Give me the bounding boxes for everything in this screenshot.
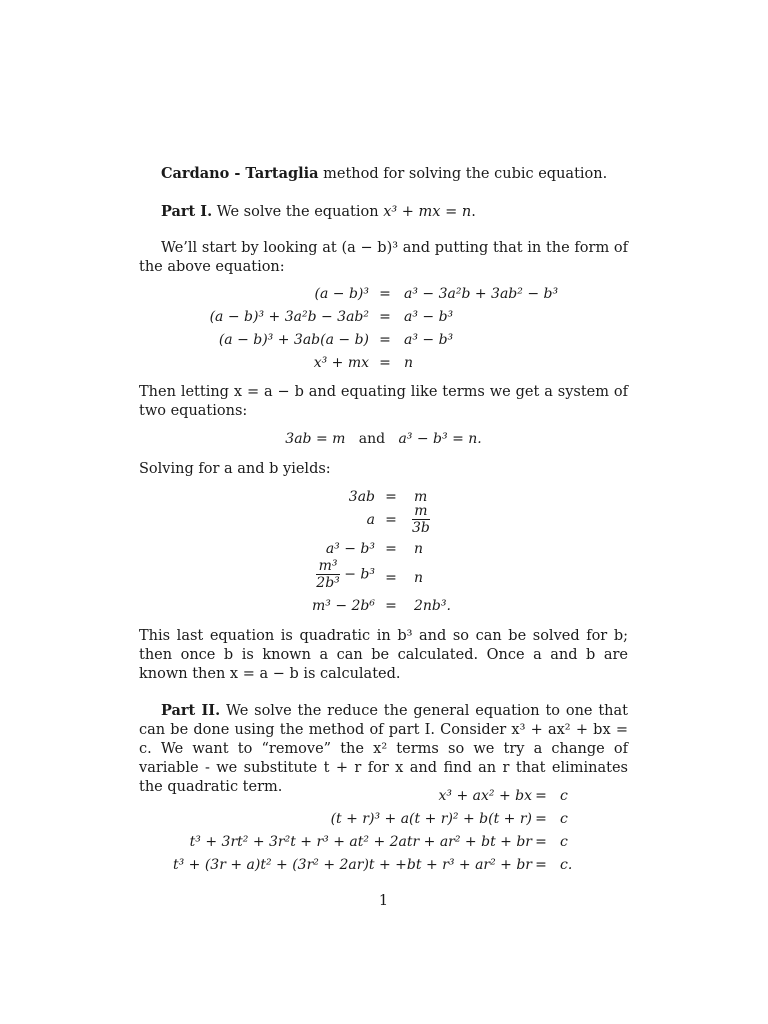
paper-page: Cardano - Tartaglia method for solving the cubic equation. Part I. We solve the equation x³ + mx = n. We’ll start by looking at (a − b)³ and putting that in the form of the above equation: (a − b)³ = a³ − 3a²b + 3ab² − b³ (a − b)³ + 3a²b − 3ab² = a³ − b³ (a − b)³ + 3ab(a − b) = a³ − b³ x³ + mx = n Then letting x = a − b and equating like terms we get a system of two equations: 3ab = m and a³ − b³ = n. Solving for a and b yields: 3ab = m a = $\frac{m}{3b}$ a³ − b³ = n $\frac{\text{m³}}{\text{2b³}}$ − b³ = n m³ − 2b⁶ = 2nb³. This last equation is quadratic in b³ and so can be solved for b; then once b is known a can be calculated. Once a and b are known then x = a − b is calculated. Part II. We solve the reduce the general equation to one that can be done using the method of part I. Consider x³ + ax² + bx = c. We want to “remove” the x² terms so we try a change of variable - we substitute t + r for x and find an r that eliminates the quadratic term. x³ + ax² + bx = c (t + r)³ + a(t + r)² + b(t + r) = c t³ + 3rt² + 3r²t + r³ + at² + 2atr + ar² + bt + br = c t³ + (3r + a)t² + (3r² + 2ar)t + +bt + r³ + ar² + br = c. 1 <box>139 165 628 909</box>
part1-equation: x³ + mx = n <box>383 204 472 220</box>
fraction-m-over-3b: $\frac{m}{3b}$ <box>412 503 430 536</box>
title-line <box>139 164 628 184</box>
fraction-m3-over-2b3: $\frac{\text{m³}}{\text{2b³}}$ <box>316 558 340 591</box>
part2-paragraph: Part II. We solve the reduce the general equation to one that can be done using the method of part I. Consider x³ + ax² + bx = c. We want to “remove” the x² terms so we try a change of variable - we substitute t + r for x and find an r that eliminates the quadratic term. <box>139 702 628 795</box>
page-number: 1 <box>378 893 389 909</box>
paragraph-solving: Solving for a and b yields: <box>139 461 331 477</box>
eq-row-fraction: a = $\frac{m}{3b}$ <box>366 503 430 536</box>
title-rest: method for solving the cubic equation. <box>318 166 608 182</box>
part1-line: Part I. We solve the equation x³ + mx = n. <box>161 203 476 220</box>
paragraph-letting: Then letting x = a − b and equating like terms we get a system of two equations: <box>139 384 628 419</box>
title-bold: Cardano - Tartaglia <box>161 165 319 182</box>
centered-equation: 3ab = m and a³ − b³ = n. <box>285 431 482 447</box>
eq-row-fraction: $\frac{\text{m³}}{\text{2b³}}$ − b³ = n <box>316 558 424 591</box>
paragraph-quadratic: This last equation is quadratic in b³ and so can be solved for b; then once b is known a can be calculated. Once a and b are known then x = a − b is calculated. <box>139 628 628 682</box>
paragraph-intro: We’ll start by looking at (a − b)³ and putting that in the form of the above equation: <box>139 240 628 275</box>
part1-heading: Part I. <box>161 203 213 220</box>
part2-heading: Part II. <box>161 702 221 719</box>
